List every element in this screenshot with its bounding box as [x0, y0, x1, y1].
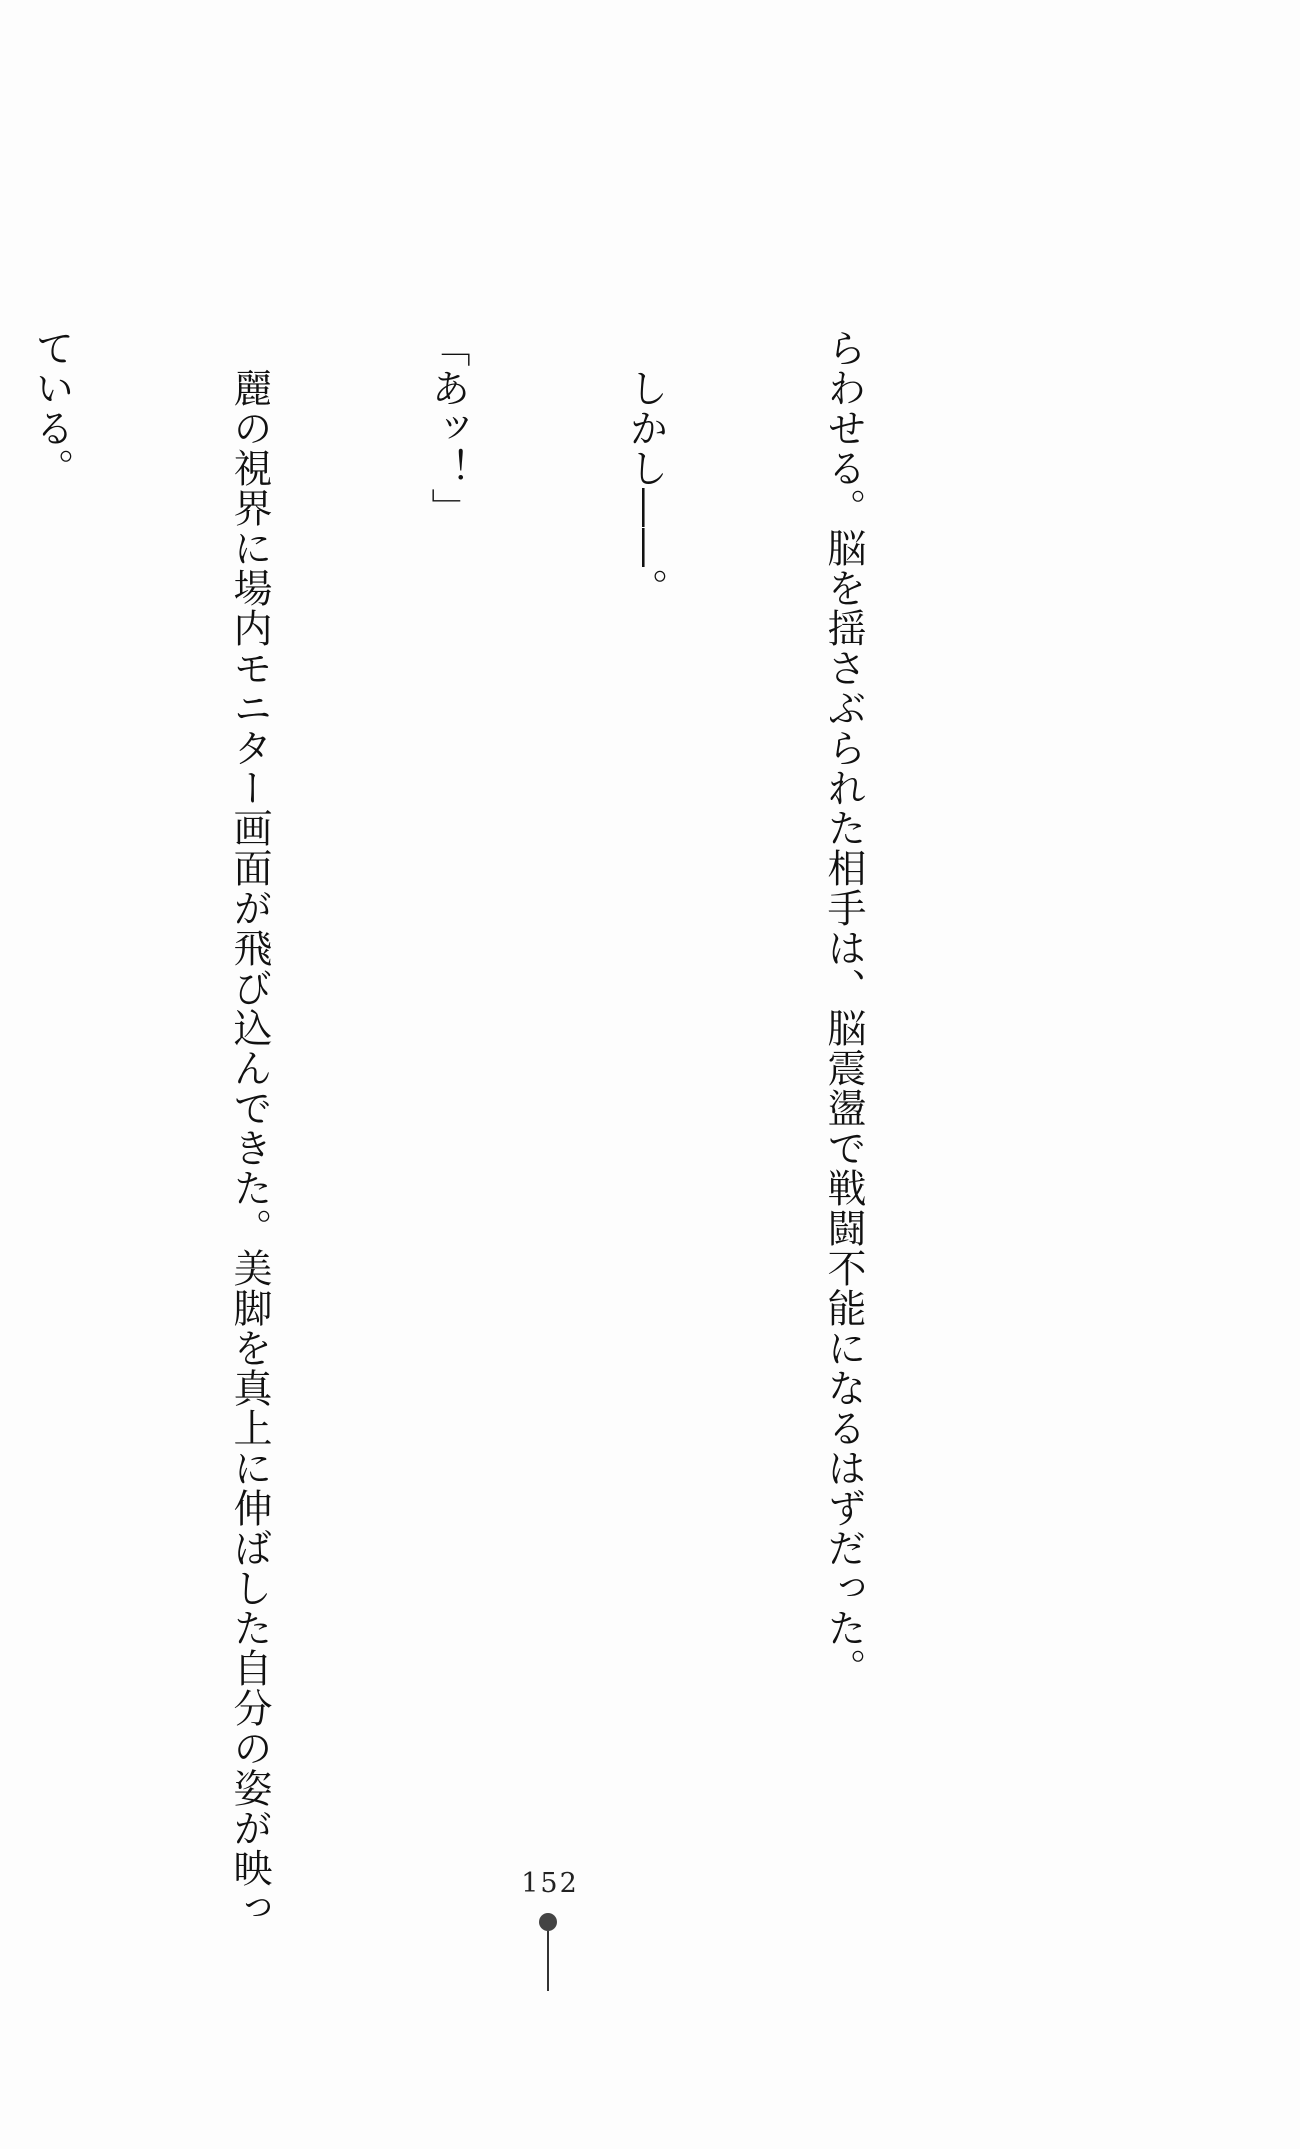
line-1-prefix: らわせる。脳を揺さぶられた相手は、: [821, 328, 866, 1008]
text-line-1: [810, 328, 876, 1888]
page-number: 152: [521, 1868, 579, 1899]
text-line-3: 「あッ！」: [425, 328, 470, 528]
text-line-2: しかし――。: [623, 328, 668, 608]
text-line-5: ている。: [29, 328, 74, 488]
line-1-rest: 脳震盪で戦闘不能になるはずだった。: [821, 1008, 866, 1688]
vertical-text-block: [0, 328, 1008, 1928]
page-marker-dot: [539, 1913, 557, 1931]
text-line-4: 麗の視界に場内モニター画面が飛び込んできた。美脚を真上に伸ばした自分の姿が映っ: [227, 328, 272, 1928]
page-marker-line: [547, 1931, 549, 1991]
